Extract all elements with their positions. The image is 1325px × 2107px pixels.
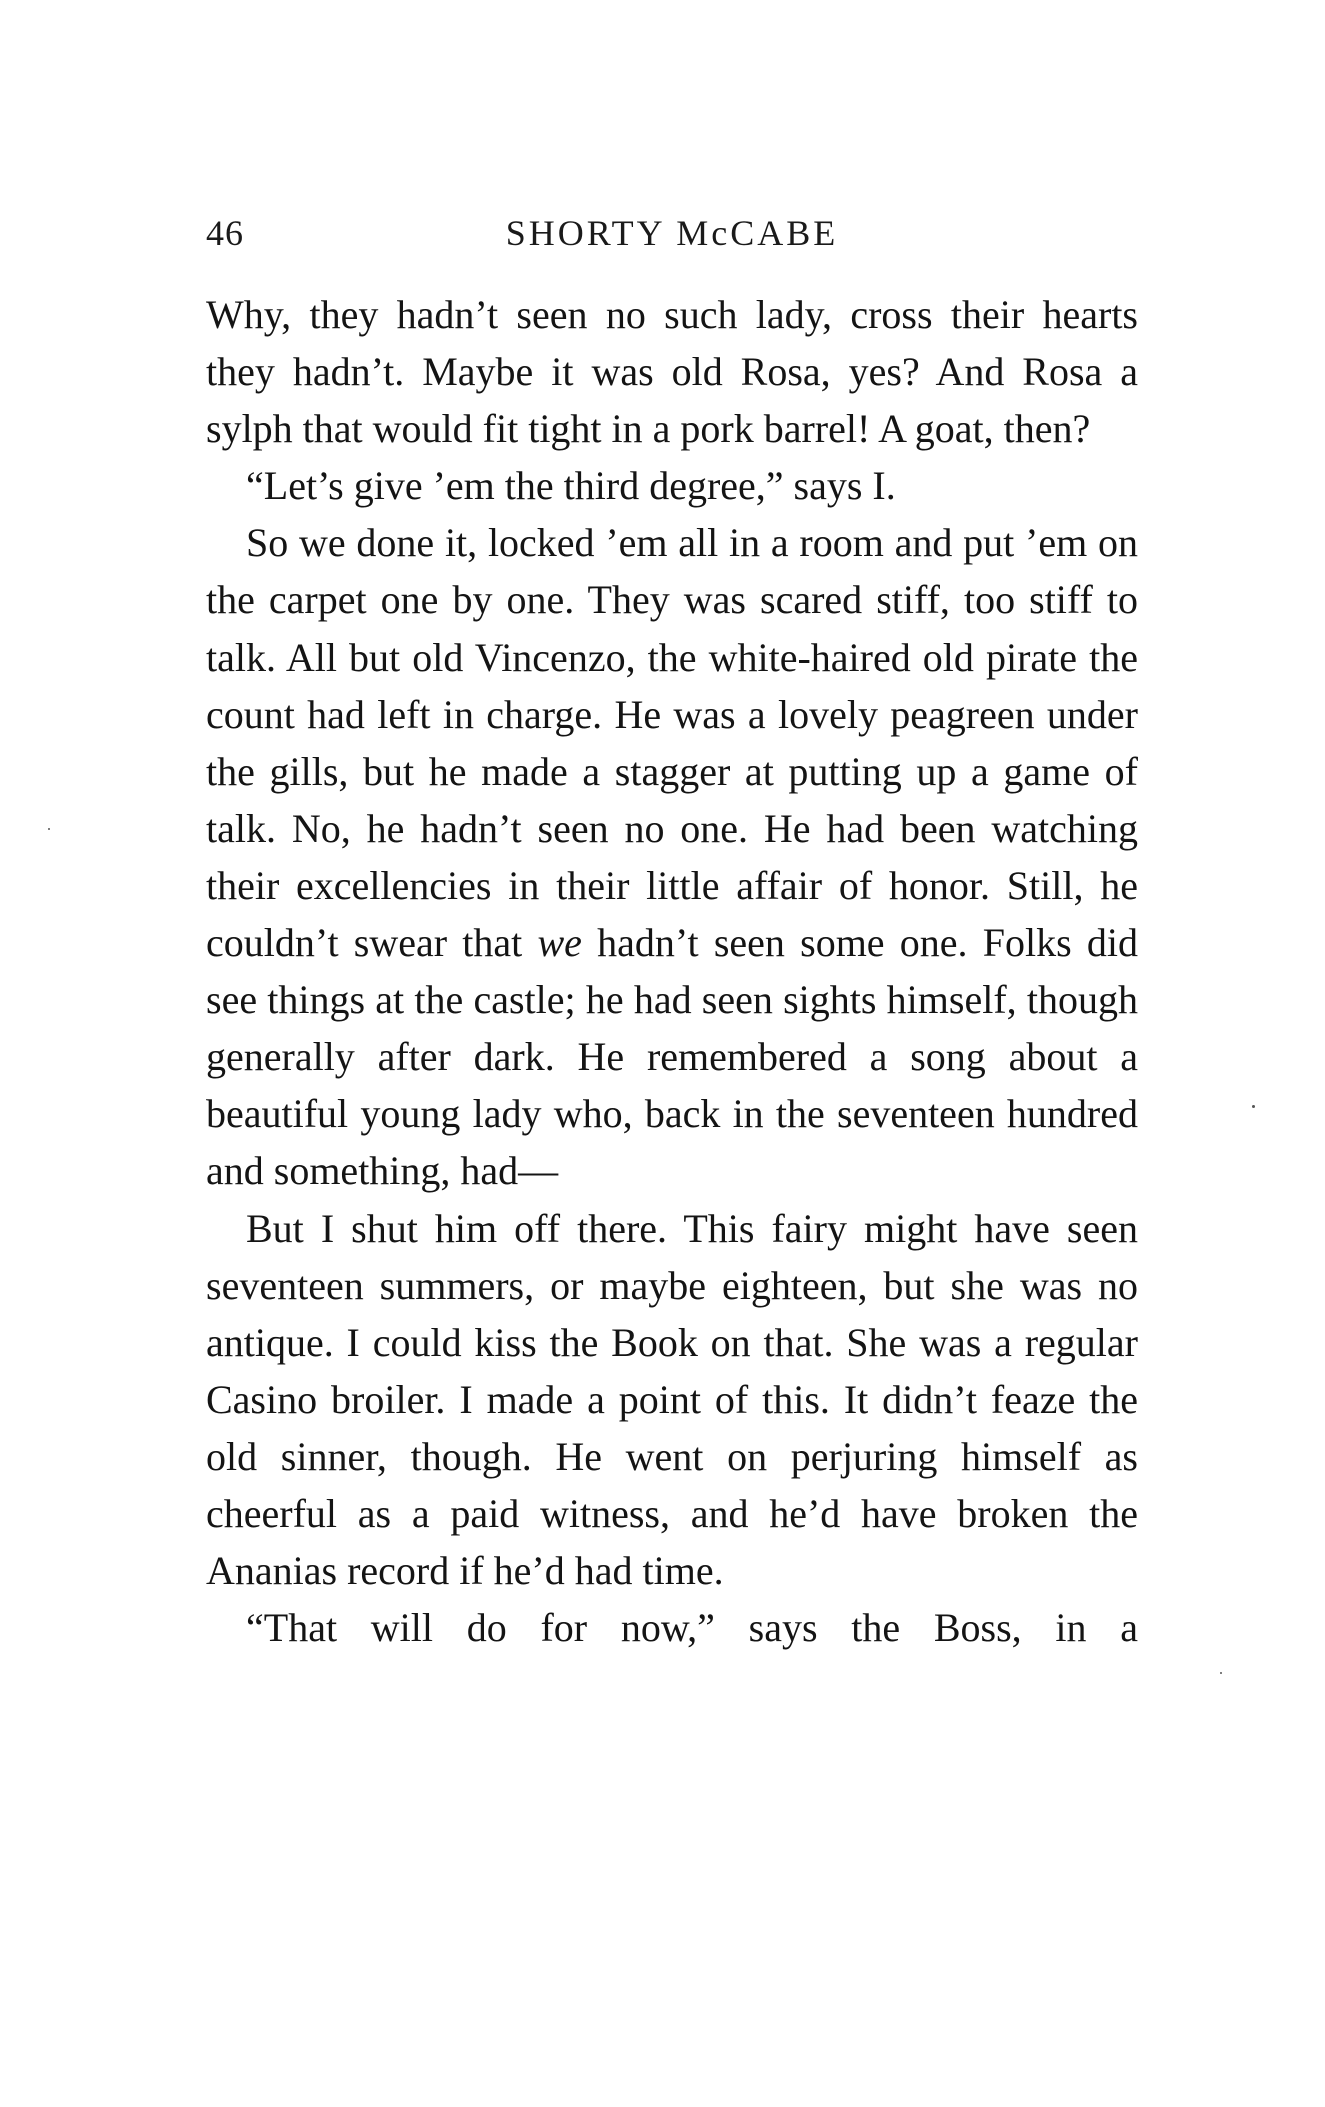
paper-speck bbox=[1252, 1105, 1255, 1108]
paragraph-2: “Let’s give ’em the third degree,” says I. bbox=[246, 463, 896, 509]
running-head bbox=[206, 206, 1138, 266]
paragraph-1: Why, they hadn’t seen no such lady, cross their hearts they hadn’t. Maybe it was old Rosa, yes? And Rosa a sylph that would fit tight in a pork barrel! A goat, then? bbox=[206, 292, 1138, 452]
paragraph-3-text-after: hadn’t seen some one. Folks did see things at the castle; he had seen sights himself, though generally after dark. He remembered a song about a beautiful young lady who, back in the seventeen hundred and something, had— bbox=[206, 920, 1139, 1194]
page-number: 46 bbox=[206, 213, 244, 253]
paragraph-3 bbox=[206, 514, 1138, 1199]
body-text bbox=[206, 286, 1138, 1656]
running-title: SHORTY McCABE bbox=[505, 213, 839, 253]
paragraph-4: But I shut him off there. This fairy might have seen seventeen summers, or maybe eighteen, but she was no antique. I could kiss the Book on that. She was a regular Casino broiler. I made a point of this. It didn’t feaze the old sinner, though. He went on perjuring himself as cheerful as a paid witness, and he’d have broken the Ananias record if he’d had time. bbox=[206, 1205, 1138, 1594]
emphasized-word: we bbox=[537, 920, 582, 966]
paragraph-5: “That will do for now,” says the Boss, in a bbox=[246, 1605, 1138, 1651]
paragraph-3-text-before: So we done it, locked ’em all in a room and put ’em on the carpet one by one. They was scared stiff, too stiff to talk. All but old Vincenzo, the white-haired old pirate the count had left in charge. He was a lovely peagreen under the gills, but he made a stagger at putting up a game of talk. No, he hadn’t seen no one. He had been watching their excellencies in their little affair of honor. Still, he couldn’t swear that bbox=[206, 520, 1138, 966]
paper-speck bbox=[1220, 1672, 1222, 1674]
paper-speck bbox=[48, 828, 50, 830]
